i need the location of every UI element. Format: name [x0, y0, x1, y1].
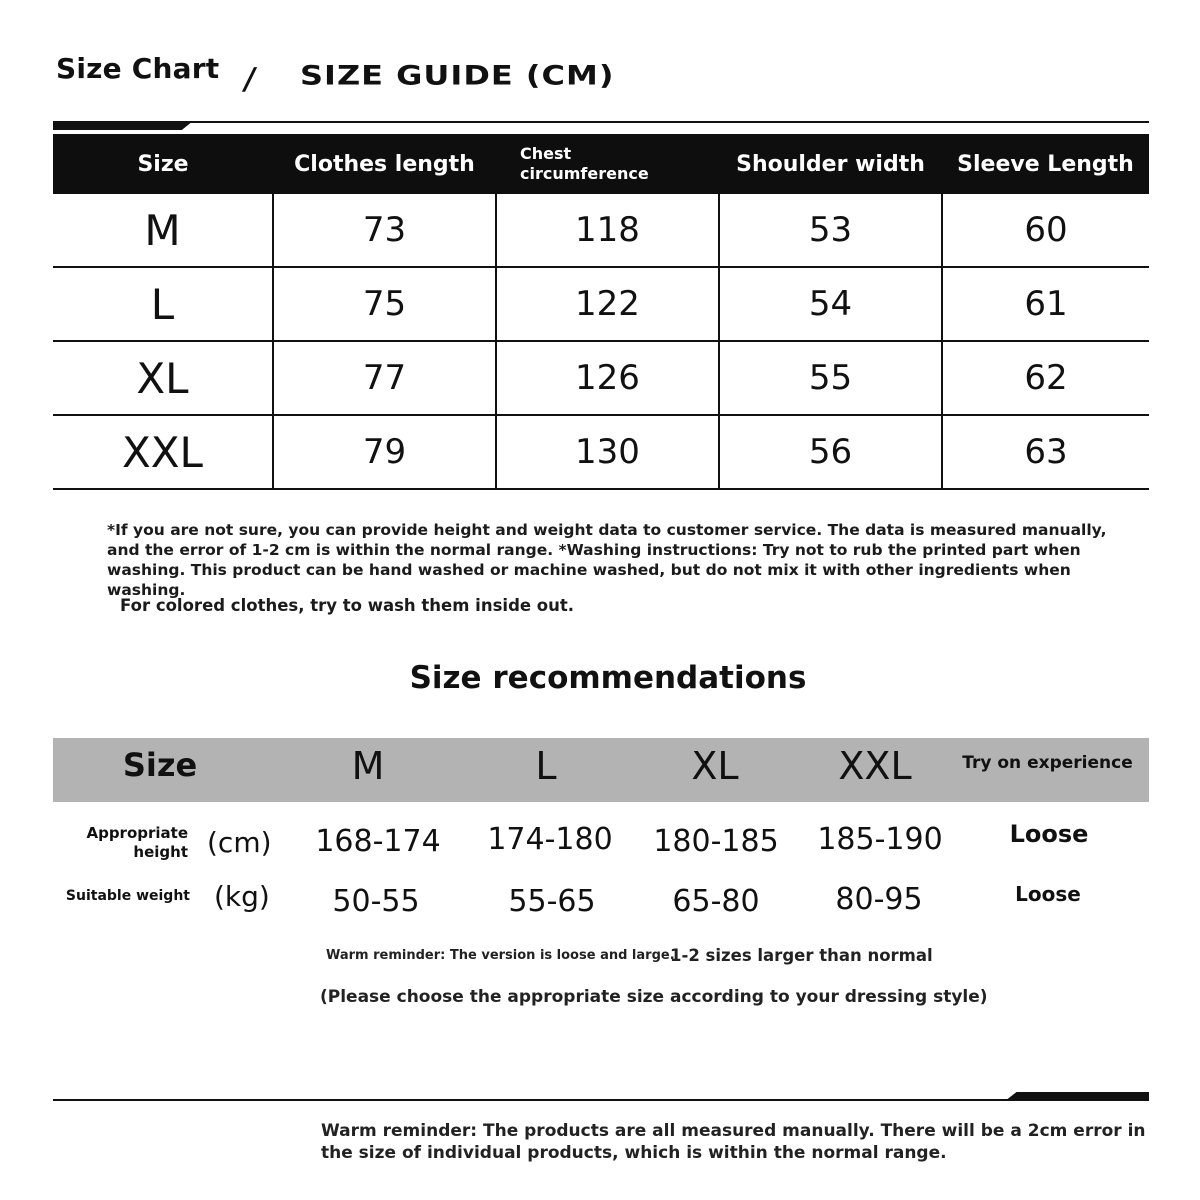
shoulder-cell: 56 — [719, 415, 942, 489]
column-header-text: Chest circumference — [520, 144, 649, 183]
size-up-reminder: 1-2 sizes larger than normal — [670, 946, 933, 965]
weight-row-label: Suitable weight — [65, 888, 190, 904]
clothes-length-cell: 75 — [273, 267, 496, 341]
sleeve-cell: 63 — [942, 415, 1149, 489]
page-title: Size Chart — [56, 52, 220, 85]
chest-cell: 118 — [496, 194, 719, 267]
rec-header-size-l: L — [535, 744, 557, 788]
rec-header-size-xxl: XXL — [838, 744, 912, 788]
top-divider — [53, 121, 1149, 123]
height-unit: (cm) — [207, 826, 272, 859]
column-header: Sleeve Length — [942, 134, 1149, 194]
height-row-label: Appropriate height — [86, 824, 188, 861]
clothes-length-cell: 77 — [273, 341, 496, 415]
weight-unit: (kg) — [214, 880, 270, 913]
size-cell: M — [53, 194, 273, 267]
rec-header-size-xl: XL — [691, 744, 739, 788]
weight-xl: 65-80 — [672, 884, 760, 919]
rec-header-size: Size — [122, 746, 198, 784]
table-row — [53, 341, 1149, 415]
shoulder-cell: 53 — [719, 194, 942, 267]
height-fit: Loose — [1009, 820, 1089, 848]
measurement-note: *If you are not sure, you can provide height and weight data to customer service. The data is measured manually, and the error of 1-2 cm is within the normal range. *Washing instructions: Try not to rub the printed part when washing. This product can be hand washed or machine washed, but do not mix it with other ingredients when washing. — [107, 521, 1107, 599]
column-header: Size — [53, 134, 273, 194]
size-chart-header-row — [53, 134, 1149, 194]
sleeve-cell: 61 — [942, 267, 1149, 341]
chest-cell: 122 — [496, 267, 719, 341]
chest-cell: 126 — [496, 341, 719, 415]
weight-fit: Loose — [1015, 882, 1081, 906]
size-chart-table — [53, 134, 1149, 490]
clothes-length-cell: 79 — [273, 415, 496, 489]
title-slash: / — [240, 62, 259, 97]
height-xl: 180-185 — [653, 824, 779, 859]
table-row — [53, 267, 1149, 341]
weight-xxl: 80-95 — [835, 882, 923, 917]
recommendations-title: Size recommendations — [409, 660, 807, 696]
size-cell: XL — [53, 341, 273, 415]
column-header: Clothes length — [273, 134, 496, 194]
rec-header-try-on: Try on experience — [962, 753, 1133, 773]
column-header: Shoulder width — [719, 134, 942, 194]
table-row — [53, 415, 1149, 489]
height-xxl: 185-190 — [817, 822, 943, 857]
weight-m: 50-55 — [332, 884, 420, 919]
height-m: 168-174 — [315, 824, 441, 859]
sleeve-cell: 62 — [942, 341, 1149, 415]
bottom-divider — [53, 1099, 1149, 1101]
wash-note: For colored clothes, try to wash them inside out. — [120, 596, 575, 615]
footer-reminder: Warm reminder: The products are all measured manually. There will be a 2cm error in the size of individual products, which is within the normal range. — [321, 1121, 1146, 1163]
dressing-style-note: (Please choose the appropriate size according to your dressing style) — [320, 987, 988, 1007]
height-l: 174-180 — [487, 822, 613, 857]
size-guide-heading: SIZE GUIDE (CM) — [300, 60, 615, 92]
top-divider-wedge — [53, 121, 193, 130]
size-cell: XXL — [53, 415, 273, 489]
bottom-divider-wedge — [1005, 1092, 1149, 1101]
size-cell: L — [53, 267, 273, 341]
shoulder-cell: 55 — [719, 341, 942, 415]
sleeve-cell: 60 — [942, 194, 1149, 267]
chest-cell: 130 — [496, 415, 719, 489]
shoulder-cell: 54 — [719, 267, 942, 341]
column-header — [496, 134, 719, 194]
table-row — [53, 194, 1149, 267]
weight-l: 55-65 — [508, 884, 596, 919]
clothes-length-cell: 73 — [273, 194, 496, 267]
loose-version-reminder: Warm reminder: The version is loose and large. — [326, 948, 675, 963]
rec-header-size-m: M — [351, 744, 385, 788]
